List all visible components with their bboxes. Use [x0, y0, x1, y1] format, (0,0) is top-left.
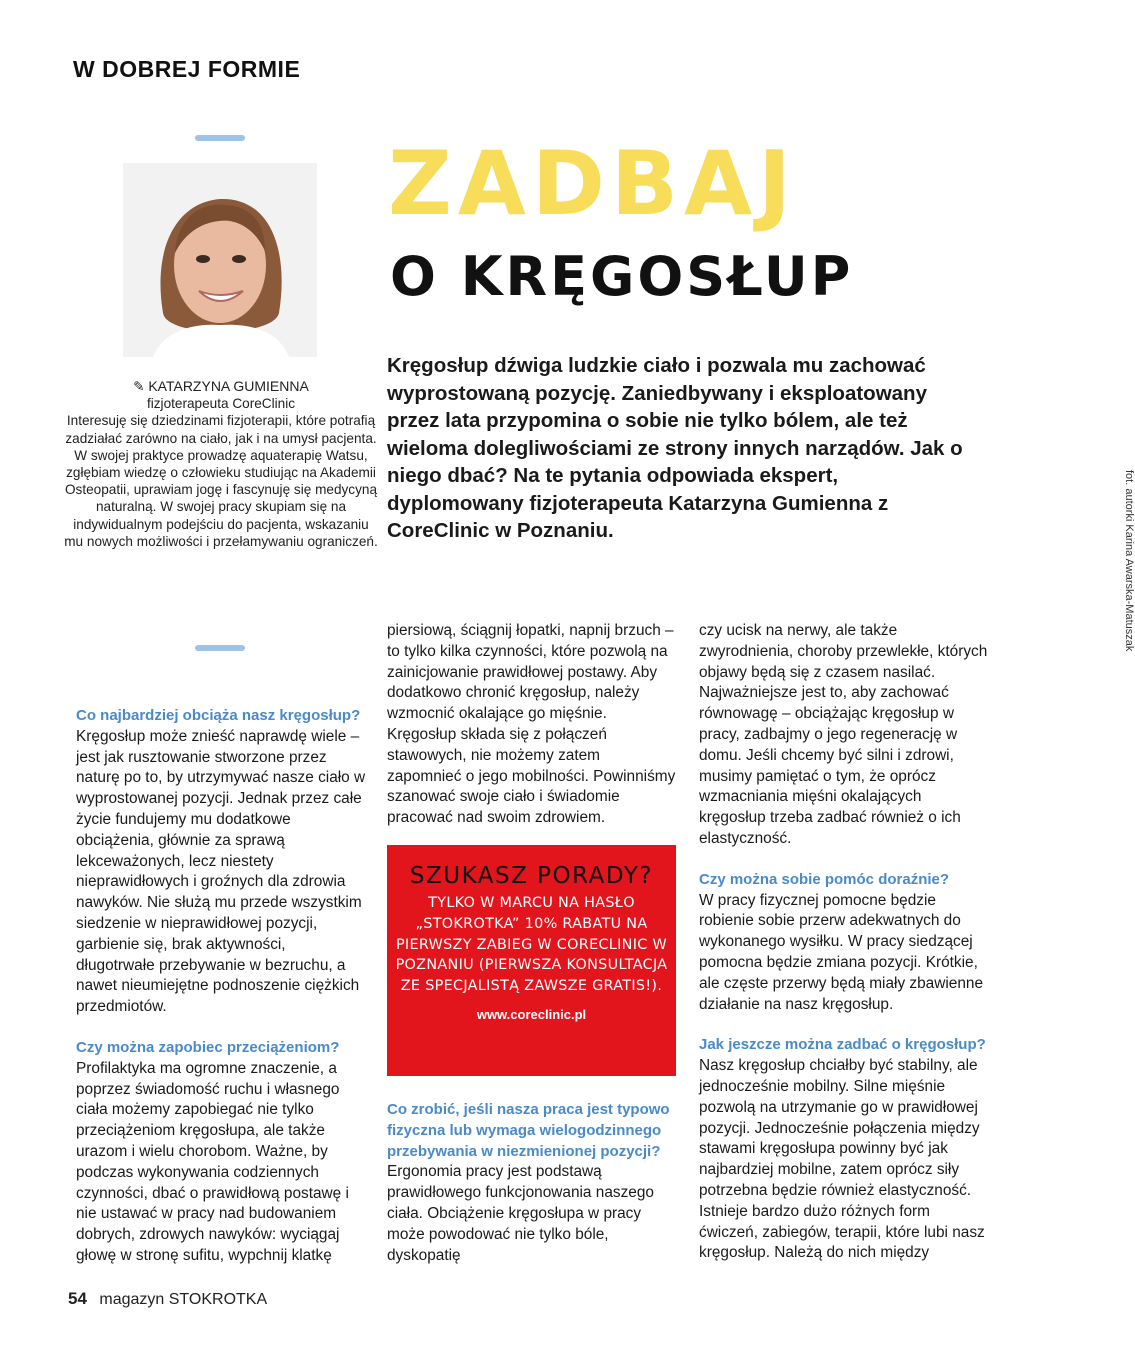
answer-text: Kręgosłup może znieść naprawdę wiele – jest jak rusztowanie stworzone przez naturę po to, by utrzymywać nasze ciało w wyprostowanej pozycji. Jednak przez całe życie fundujemy mu dodatkowe obciążenia, głównie za sprawą lekceważonych, lecz niestety nieprawidłowych i groźnych dla zdrowia nawyków. Nie służą mu przede wszystkim siedzenie w nieprawidłowej pozycji, garbienie się, brak aktywności, długotrwałe przebywanie w bezruchu, a nawet nieumiejętne podnoszenie ciężkich przedmiotów.	[76, 727, 366, 1016]
article-column-2	[387, 621, 677, 829]
author-bio-text: Interesuję się dziedzinami fizjoterapii, które potrafią zadziałać zarówno na ciało, jak i na umysł pacjenta. W swojej praktyce prowadzę aquaterapię Watsu, zgłębiam wiedzę o człowieku studiując na Akademii Osteopatii, uprawiam jogę i fascynuję się medycyną naturalną. W swojej pracy skupiam się na indywidualnym podejściu do pacjenta, wskazaniu mu nowych możliwości i przełamywaniu ograniczeń.	[64, 413, 378, 549]
magazine-name: magazyn STOKROTKA	[99, 1291, 268, 1308]
pencil-icon: ✎	[133, 379, 145, 394]
answer-text: czy ucisk na nerwy, ale także zwyrodnienia, choroby przewlekłe, których objawy będą się z czasem nasilać. Najważniejsze jest to, aby zachować równowagę – obciążając kręgosłup w pracy, zadbajmy o jego regenerację w domu. Jeśli chcemy być silni i zdrowi, musimy pamiętać o tym, że oprócz wzmacniania mięśni okalających kręgosłup trzeba zadbać również o ich elastyczność.	[699, 622, 988, 847]
answer-text: Nasz kręgosłup chciałby być stabilny, ale jednocześnie mobilny. Silne mięśnie pozwolą na utrzymanie go w prawidłowej pozycji. Jednocześnie połączenia między stawami kręgosłupa powinny być jak najbardziej mobilne, zatem oprócz siły potrzebna będzie również elastyczność. Istnieje bardzo dużo różnych form ćwiczeń, zabiegów, terapii, które lubi nasz kręgosłup. Należą do nich między	[699, 1057, 985, 1262]
answer-text: Profilaktyka ma ogromne znaczenie, a poprzez świadomość ruchu i własnego ciała możemy zapobiegać nie tylko przeciążeniom kręgosłupa, ale także urazom i wielu chorobom. Ważne, by podczas wykonywania codziennych czynności, dbać o prawidłową postawę i nie ustawać w pracy nad budowaniem dobrych, zdrowych nawyków: wyciągaj głowę w stronę sufitu, wypchnij klatkę	[76, 1059, 349, 1264]
promo-link[interactable]: www.coreclinic.pl	[476, 1006, 587, 1022]
question-heading: Jak jeszcze można zadbać o kręgosłup?	[699, 1036, 986, 1054]
article-column-1	[76, 706, 366, 1267]
article-column-2-lower	[387, 1100, 677, 1266]
author-name: KATARZYNA GUMIENNA	[148, 378, 309, 394]
question-heading: Czy można sobie pomóc doraźnie?	[699, 870, 950, 888]
answer-text: W pracy fizycznej pomocne będzie robienie sobie przerw adekwatnych do wykonanego wysiłku. W pracy siedzącej pomocna będzie zmiana pozycji. Krótkie, ale częste przerwy będą miały zbawienne działanie na nasz kręgosłup.	[699, 891, 984, 1013]
promo-title: SZUKASZ PORADY?	[409, 863, 654, 889]
question-heading: Co najbardziej obciąża nasz kręgosłup?	[76, 707, 361, 724]
author-bio	[62, 378, 380, 550]
photo-credit: fot. autorki Karina Awarska-Matuszak	[1123, 470, 1135, 652]
lead-paragraph: Kręgosłup dźwiga ludzkie ciało i pozwala mu zachować wyprostowaną pozycję. Zaniedbywany i eksploatowany przez lata przypomina o sobie nie tylko bólem, ale też wieloma dolegliwościami ze strony innych narządów. Jak o niego dbać? Na te pytania odpowiada ekspert, dyplomowany fizjoterapeuta Katarzyna Gumienna z CoreClinic w Poznaniu.	[387, 354, 963, 542]
top-divider	[195, 135, 245, 141]
bottom-divider	[195, 645, 245, 651]
title-line-2: O KRĘGOSŁUP	[390, 245, 854, 308]
question-heading: Co zrobić, jeśli nasza praca jest typowo fizyczna lub wymaga wielogodzinnego przebywania w niezmienionej pozycji?	[387, 1101, 670, 1160]
author-portrait	[123, 163, 317, 357]
author-role: fizjoterapeuta CoreClinic	[146, 396, 296, 412]
question-heading: Czy można zapobiec przeciążeniom?	[76, 1038, 340, 1056]
promo-box	[387, 845, 676, 1076]
answer-text: piersiową, ściągnij łopatki, napnij brzuch – to tylko kilka czynności, które pozwolą na zainicjowanie prawidłowej postawy. Aby dodatkowo chronić kręgosłup, należy wzmocnić okalające go mięśnie. Kręgosłup składa się z połączeń stawowych, nie możemy zatem zapomnieć o jego mobilności. Powinniśmy szanować swoje ciało i świadomie pracować nad swoim zdrowiem.	[387, 622, 676, 827]
page-footer	[68, 1289, 267, 1309]
author-photo	[123, 163, 317, 357]
article-column-3	[699, 621, 989, 1264]
page-number: 54	[68, 1289, 87, 1308]
section-label: W DOBREJ FORMIE	[73, 56, 301, 82]
answer-text: Ergonomia pracy jest podstawą prawidłowego funkcjonowania naszego ciała. Obciążenie kręgosłupa w pracy może powodować nie tylko bóle, dyskopatię	[387, 1163, 654, 1264]
title-line-1: ZADBAJ	[388, 132, 797, 235]
promo-body: TYLKO W MARCU NA HASŁO „STOKROTKA” 10% RABATU NA PIERWSZY ZABIEG W CORECLINIC W POZNANIU (PIERWSZA KONSULTACJA ZE SPECJALISTĄ ZAWSZE GRATIS!).	[395, 895, 668, 995]
author-name-line	[62, 378, 380, 395]
